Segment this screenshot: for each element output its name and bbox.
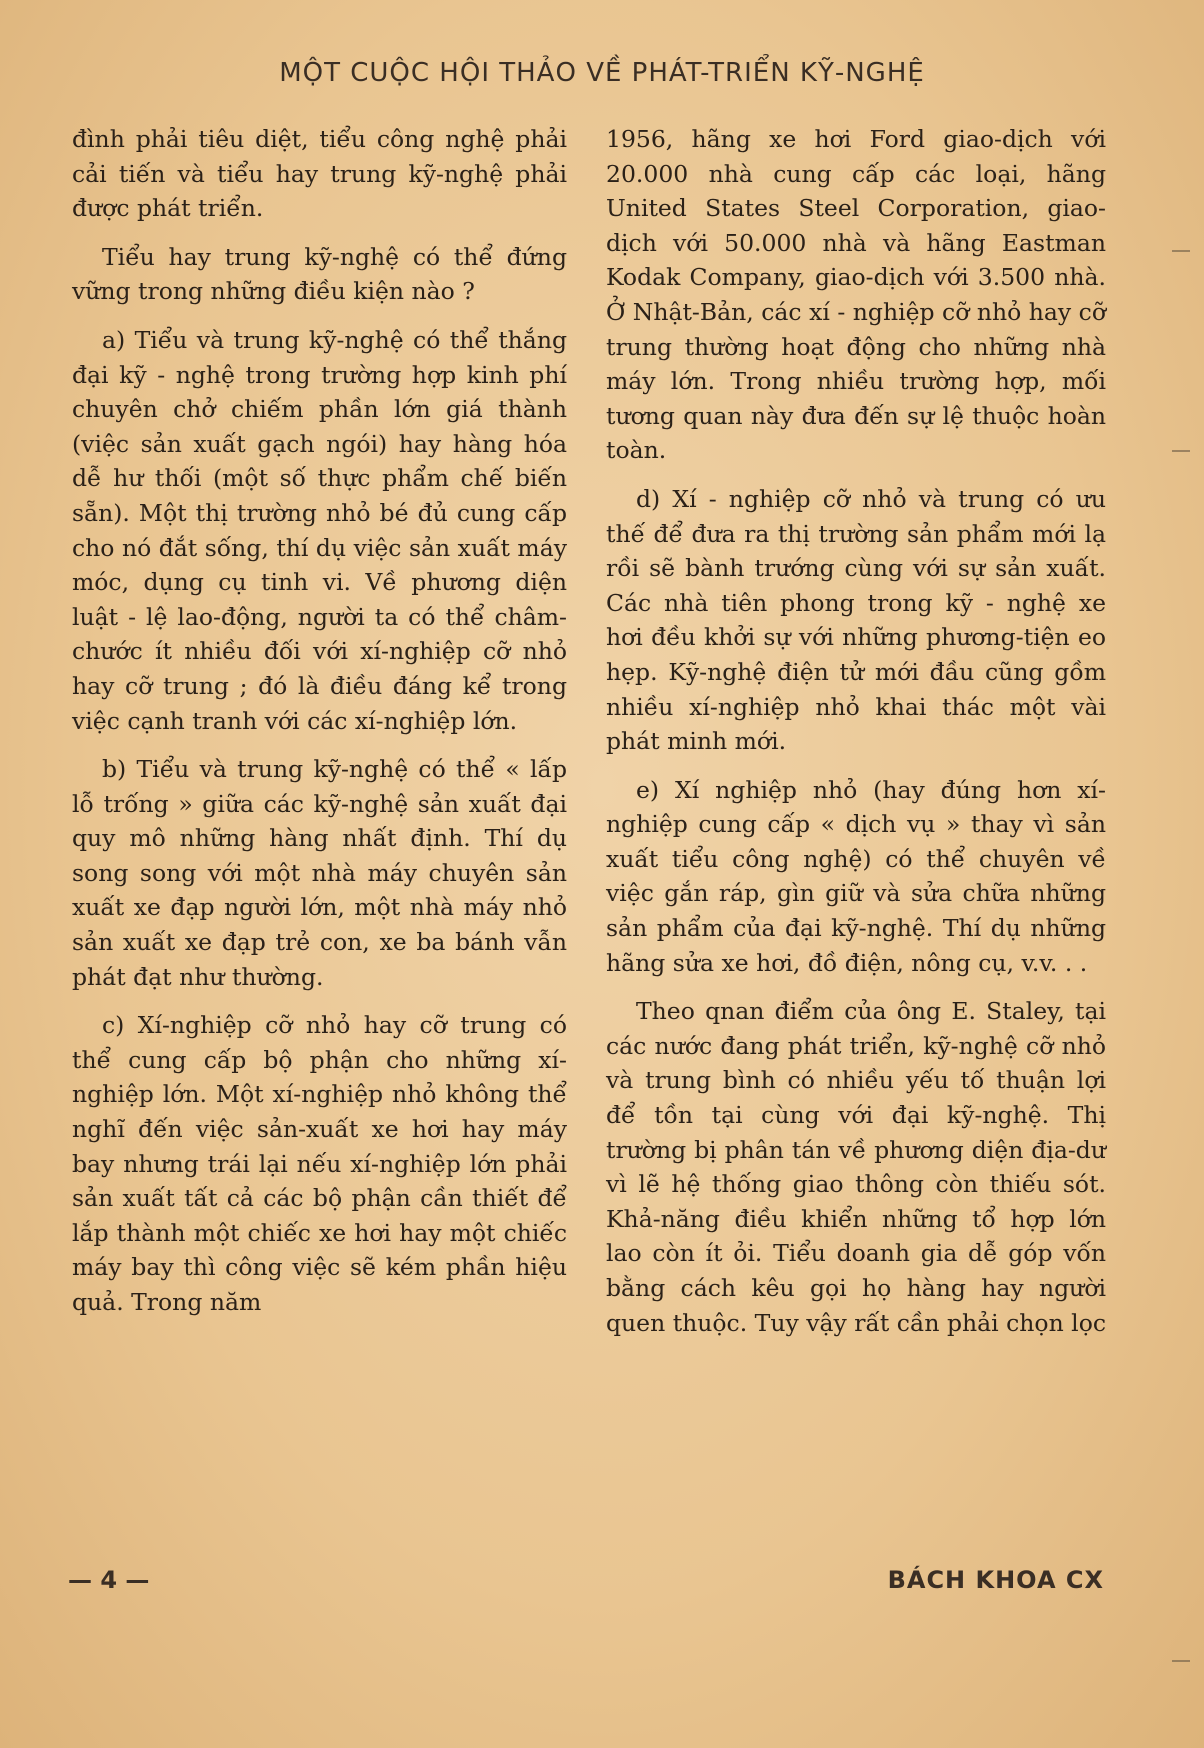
paragraph: Theo qnan điểm của ông E. Staley, tại các nước đang phát triển, kỹ-nghệ cỡ nhỏ và trung bình có nhiều yếu tố thuận lợi để tồn tại cùng với đại kỹ-nghệ. Thị trường bị phân tán về phương diện địa-dư vì lẽ hệ thống giao thông còn thiếu sót. Khả-năng điều khiển những tổ hợp lớn lao còn ít ỏi. Tiểu doanh gia dễ góp vốn bằng cách kêu gọi họ hàng hay người quen thuộc. Tuy vậy rất cần phải chọn lọc: [606, 997, 1107, 1337]
running-title: MỘT CUỘC HỘI THẢO VỀ PHÁT-TRIỂN KỸ-NGHỆ: [279, 58, 925, 88]
page-number: — 4 —: [68, 1566, 150, 1594]
edge-mark: [1172, 450, 1190, 452]
left-column: [72, 122, 567, 1334]
right-column: [606, 122, 1106, 1354]
paragraph: c) Xí-nghiệp cỡ nhỏ hay cỡ trung có thể cung cấp bộ phận cho những xí-nghiệp lớn. Một xí-nghiệp nhỏ không thể nghĩ đến việc sản-xuất xe hơi hay máy bay nhưng trái lại nếu xí-nghiệp lớn phải sản xuất tất cả các bộ phận cần thiết để lắp thành một chiếc xe hơi hay một chiếc máy bay thì công việc sẽ kém phần hiệu quả. Trong năm: [72, 1011, 567, 1316]
paragraph: d) Xí - nghiệp cỡ nhỏ và trung có ưu thế để đưa ra thị trường sản phẩm mới lạ rồi sẽ bành trướng cùng với sự sản xuất. Các nhà tiên phong trong kỹ - nghệ xe hơi đều khởi sự với những phương-tiện eo hẹp. Kỹ-nghệ điện tử mới đầu cũng gồm nhiều xí-nghiệp nhỏ khai thác một vài phát minh mới.: [606, 484, 1106, 756]
paragraph: 1956, hãng xe hơi Ford giao-dịch với 20.000 nhà cung cấp các loại, hãng United States Steel Corporation, giao-dịch với 50.000 nhà và hãng Eastman Kodak Company, giao-dịch với 3.500 nhà. Ở Nhật-Bản, các xí - nghiệp cỡ nhỏ hay cỡ trung thường hoạt động cho những nhà máy lớn. Trong nhiều trường hợp, mối tương quan này đưa đến sự lệ thuộc hoàn toàn.: [606, 125, 1106, 465]
paragraph: e) Xí nghiệp nhỏ (hay đúng hơn xí-nghiệp cung cấp « dịch vụ » thay vì sản xuất tiểu công nghệ) có thể chuyên về việc gắn ráp, gìn giữ và sửa chữa những sản phẩm của đại kỹ-nghệ. Thí dụ những hãng sửa xe hơi, đồ điện, nông cụ, v.v. . .: [606, 775, 1106, 977]
edge-mark: [1172, 250, 1190, 252]
publication-title: BÁCH KHOA CX: [887, 1566, 1104, 1594]
paragraph: b) Tiểu và trung kỹ-nghệ có thể « lấp lỗ trống » giữa các kỹ-nghệ sản xuất đại quy mô những hàng nhất định. Thí dụ song song với một nhà máy chuyên sản xuất xe đạp người lớn, một nhà máy nhỏ sản xuất xe đạp trẻ con, xe ba bánh vẫn phát đạt như thường.: [72, 755, 567, 991]
paragraph: a) Tiểu và trung kỹ-nghệ có thể thắng đại kỹ - nghệ trong trường hợp kinh phí chuyên chở chiếm phần lớn giá thành (việc sản xuất gạch ngói) hay hàng hóa dễ hư thối (một số thực phẩm chế biến sẵn). Một thị trường nhỏ bé đủ cung cấp cho nó đắt sống, thí dụ việc sản xuất máy móc, dụng cụ tinh vi. Về phương diện luật - lệ lao-động, người ta có thể châm-chước ít nhiều đối với xí-nghiệp cỡ nhỏ hay cỡ trung ; đó là điều đáng kể trong việc cạnh tranh với các xí-nghiệp lớn.: [72, 325, 567, 735]
edge-mark: [1172, 1660, 1190, 1662]
paragraph: đình phải tiêu diệt, tiểu công nghệ phải cải tiến và tiểu hay trung kỹ-nghệ phải được phát triển.: [72, 125, 567, 223]
paragraph: Tiểu hay trung kỹ-nghệ có thể đứng vững trong những điều kiện nào ?: [72, 242, 567, 306]
